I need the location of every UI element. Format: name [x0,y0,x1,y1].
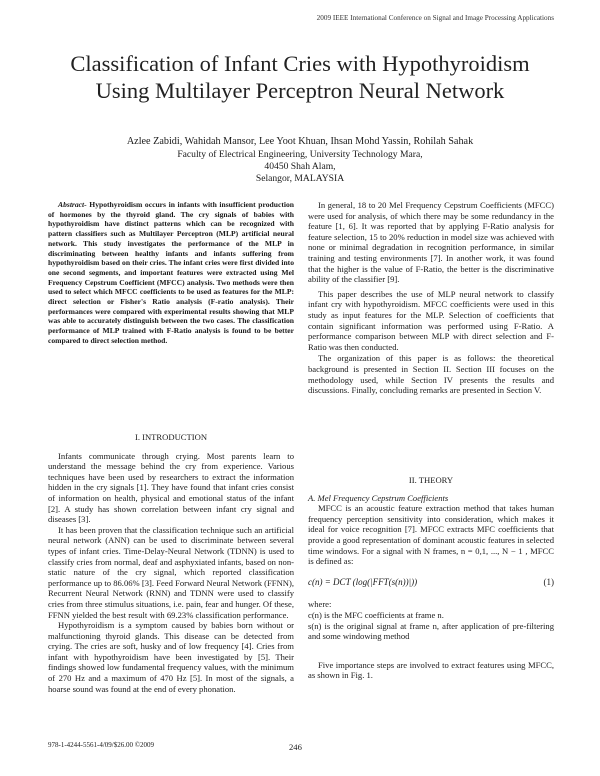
intro-paragraph-3: Hypothyroidism is a symptom caused by babies born without or malfunctioning thyroid glands. This disease can be detected from crying. The cries are soft, husky and of low frequency [4]. Cries from infant with hypothyroidism have been investigated by [5]. Their findings showed low fundamental frequency values, with the minimum of 270 Hz and a maximum of 470 Hz [5]. In most of the signals, a hoarse sound was found at the end of every phonation. [48,620,294,694]
definition-s-n: s(n) is the original signal at frame n, after application of pre-filtering and some windowing method [308,620,554,642]
title-line-1: Classification of Infant Cries with Hypothyroidism [70,51,530,76]
definition-c-n: c(n) is the MFC coefficients at frame n. [308,609,444,620]
conference-header: 2009 IEEE International Conference on Signal and Image Processing Applications [316,14,554,22]
mfcc-equation: c(n) = DCT (log(|FFT(s(n))|)) [308,576,418,587]
theory-section [308,475,554,681]
right-column-intro [308,200,554,396]
abstract [48,200,294,346]
isbn-footer: 978-1-4244-5561-4/09/$26.00 ©2009 [48,741,155,749]
affiliation [30,149,570,185]
intro-paragraph-1: Infants communicate through crying. Most parents learn to understand the message behind the cry from experience. Various techniques have been used by researchers to extract the information hidden in the cry signals [1]. They have found that infant cries consist of information on health, physical and emotional status of the infant [2]. A study has shown correlation between infant cry signal and diseases [3]. [48,450,294,525]
page-number: 246 [289,742,302,752]
subsection-heading: A. Mel Frequency Cepstrum Coefficients [308,492,449,503]
abstract-label: Abstract- [58,200,87,209]
mfcc-steps-paragraph: Five importance steps are involved to extract features using MFCC, as shown in Fig. 1. [308,659,554,681]
where-label: where: [308,599,332,610]
affiliation-line-3: Selangor, MALAYSIA [255,173,345,184]
mfcc-paragraph: MFCC is an acoustic feature extraction method that takes human frequency perception sensitivity into consideration, which makes it ideal for voice recognition [7]. MFCC extracts MFC coefficients that provide a good representation of dominant acoustic features in selected time windows. For a signal with N frames, n = 0,1, ..., N − 1 , MFCC is defined as: [308,503,554,567]
author-list: Azlee Zabidi, Wahidah Mansor, Lee Yoot Khuan, Ihsan Mohd Yassin, Rohilah Sahak [126,136,474,147]
affiliation-line-2: 40450 Shah Alam, [264,161,336,172]
affiliation-line-1: Faculty of Electrical Engineering, University Technology Mara, [177,149,423,160]
right-paragraph-3: The organization of this paper is as follows: the theoretical background is presented in Section II. Section III focuses on the methodology used, while Section IV presents the results and discussions. Finally, concluding remarks are presented in Section V. [308,353,554,396]
paper-title [30,50,570,104]
right-paragraph-1: In general, 18 to 20 Mel Frequency Cepstrum Coefficients (MFCC) were used for analysis, of which there may be some redundancy in the feature [1, 6]. It was reported that by applying F-Ratio analysis for feature selection, 15 to 20% reduction in model size was achieved with none or minimal degradation in recognition performance, in similar training and testing environments [7]. In another work, it was found that the higher is the value of F-Ratio, the better is the discriminative ability of the classifier [9]. [308,200,554,285]
abstract-text: Hypothyroidism occurs in infants with insufficient production of hormones by the thyroid gland. The cry signals of babies with hypothyroidism have distinct patterns which can be recognized with pattern classifiers such as Multilayer Perceptron (MLP) artificial neural network. This study investigates the performance of the MLP in discriminating between healthy infants and infants suffering from hypothyroidism based on their cries. The infant cries were first divided into one second segments, and important features were extracted using Mel Frequency Cepstrum Coefficient (MFCC) analysis. Two methods were then used to select which MFCC coefficients to be used as features for the MLP: direct selection or Fisher's Ratio analysis (F-ratio analysis). Their performances were compared with experimental results showing that MLP was able to accurately distinguish between the two cases. The classification performance of MLP trained with F-Ratio analysis is found to be better compared to direct selection method. [48,200,294,345]
introduction-section [48,432,294,694]
theory-heading: II. THEORY [408,475,454,485]
title-line-2: Using Multilayer Perceptron Neural Network [95,78,505,103]
equation-number: (1) [543,576,554,587]
right-paragraph-2: This paper describes the use of MLP neural network to classify infant cry with hypothyroidism. MFCC coefficients were used in this study as input features for the MLP. Selection of coefficients that contain significant information was performed using F-Ratio. A performance comparison between MLP with direct selection and F-Ratio was then conducted. [308,288,554,352]
equation-row [308,577,554,588]
intro-paragraph-2: It has been proven that the classification technique such an artificial neural network (ANN) can be used to discriminate between several types of infant cries. Time-Delay-Neural Network (TDNN) is used to classify cries from normal, deaf and asphyxiated infants, based on non-static nature of the cry signal, which reported classification performance up to 86.06% [3]. Feed Forward Neural Network (FFNN), Recurrent Neural Network (RNN) and TDNN were used to classify cries from three stimulus situations, i.e. pain, fear and hunger. Of these, FFNN yielded the best result with 69.23% classification performance. [48,524,294,620]
introduction-heading: I. INTRODUCTION [134,432,208,442]
